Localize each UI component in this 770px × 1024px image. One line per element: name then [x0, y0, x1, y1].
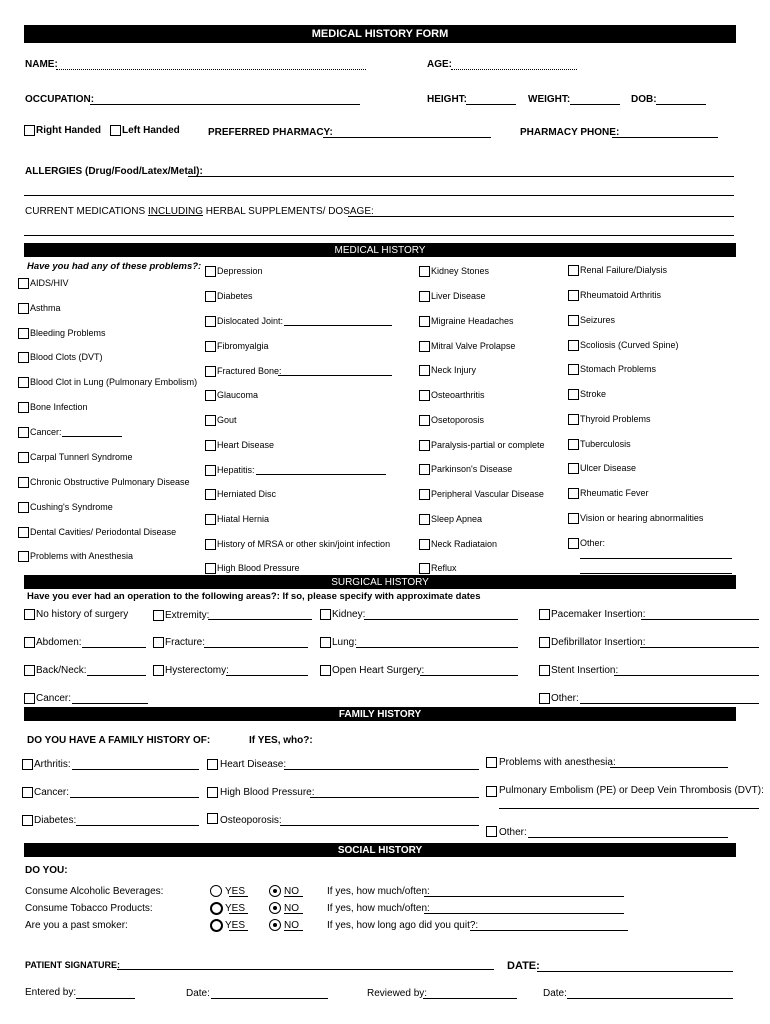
surgical-history-question: Have you ever had an operation to the following areas?: If so, please specify with approximate dates [27, 591, 481, 602]
tobacco-followup-field[interactable] [424, 913, 624, 914]
reviewed-by-field[interactable] [423, 998, 517, 999]
checkbox-dislocated-joint[interactable] [205, 316, 216, 327]
label-neck-injury: Neck Injury [431, 365, 477, 375]
label-fibromyalgia: Fibromyalgia [217, 341, 269, 351]
tobacco-no-label: NO [284, 903, 299, 914]
checkbox-carpal-tunnel[interactable] [18, 452, 29, 463]
name-label: NAME: [25, 59, 58, 70]
tobacco-followup: If yes, how much/often: [327, 903, 430, 914]
allergies-field-2[interactable] [24, 195, 734, 196]
allergies-label: ALLERGIES (Drug/Food/Latex/Metal): [25, 166, 203, 177]
checkbox-mitral-valve[interactable] [419, 341, 430, 352]
occupation-field[interactable] [90, 104, 360, 105]
smoker-no-label: NO [284, 920, 299, 931]
checkbox-fibromyalgia[interactable] [205, 341, 216, 352]
family-arthritis-field[interactable] [72, 769, 199, 770]
checkbox-diabetes[interactable] [205, 291, 216, 302]
label-stomach-problems: Stomach Problems [580, 364, 657, 374]
checkbox-thyroid[interactable] [568, 414, 579, 425]
reviewed-date-field[interactable] [567, 998, 733, 999]
checkbox-paralysis[interactable] [419, 440, 430, 451]
family-history-question: DO YOU HAVE A FAMILY HISTORY OF: [27, 735, 211, 746]
checkbox-rheumatic-fever[interactable] [568, 488, 579, 499]
label-osteoarthritis: Osteoarthritis [431, 390, 485, 400]
label-cancer: Cancer: [30, 427, 62, 437]
label-ulcer: Ulcer Disease [580, 463, 637, 473]
label-hysterectomy: Hysterectomy: [165, 665, 229, 676]
checkbox-kidney[interactable] [320, 609, 331, 620]
other-field-2[interactable] [580, 573, 732, 574]
label-aids-hiv: AIDS/HIV [30, 278, 69, 288]
entered-by-label: Entered by: [25, 987, 77, 998]
extremity-field[interactable] [208, 619, 312, 620]
medical-history-question: Have you had any of these problems?: [27, 261, 202, 272]
patient-signature-label: PATIENT SIGNATURE: [25, 960, 120, 970]
checkbox-pacemaker[interactable] [539, 609, 550, 620]
reviewed-date-label: Date: [543, 988, 567, 999]
alcohol-followup-field[interactable] [424, 896, 624, 897]
checkbox-anesthesia[interactable] [18, 551, 29, 562]
family-diabetes-field[interactable] [76, 825, 199, 826]
label-bleeding: Bleeding Problems [30, 328, 106, 338]
label-pacemaker: Pacemaker Insertion: [551, 609, 646, 620]
height-field[interactable] [466, 104, 516, 105]
checkbox-abdomen[interactable] [24, 637, 35, 648]
left-handed-label: Left Handed [122, 125, 180, 136]
checkbox-osteoporosis[interactable] [419, 415, 430, 426]
label-hepatitis: Hepatitis: [217, 465, 255, 475]
checkbox-depression[interactable] [205, 266, 216, 277]
right-handed-label: Right Handed [36, 125, 101, 136]
label-extremity: Extremity: [165, 610, 210, 621]
checkbox-reflux[interactable] [419, 563, 430, 574]
label-high-blood-pressure: High Blood Pressure [217, 563, 300, 573]
checkbox-osteoarthritis[interactable] [419, 390, 430, 401]
label-surgical-cancer: Cancer: [36, 693, 72, 704]
label-past-smoker: Are you a past smoker: [25, 920, 128, 931]
tobacco-no-line [284, 913, 303, 914]
social-do-you: DO YOU: [25, 865, 68, 876]
checkbox-surgical-cancer[interactable] [24, 693, 35, 704]
checkbox-bone-infection[interactable] [18, 402, 29, 413]
label-tuberculosis: Tuberculosis [580, 439, 631, 449]
radio-smoker-yes[interactable] [210, 919, 223, 932]
checkbox-pvd[interactable] [419, 489, 430, 500]
entered-by-field[interactable] [76, 998, 135, 999]
checkbox-family-cancer[interactable] [22, 787, 33, 798]
label-vision-hearing: Vision or hearing abnormalities [580, 513, 704, 523]
label-rheumatic-fever: Rheumatic Fever [580, 488, 649, 498]
label-mitral-valve: Mitral Valve Prolapse [431, 341, 516, 351]
medical-history-header: MEDICAL HISTORY [24, 243, 736, 257]
medications-field[interactable] [348, 216, 734, 217]
label-family-anesthesia: Problems with anesthesia: [499, 757, 616, 768]
checkbox-family-arthritis[interactable] [22, 759, 33, 770]
label-stent: Stent Insertion: [551, 665, 619, 676]
smoker-followup-field[interactable] [470, 930, 628, 931]
weight-label: WEIGHT: [528, 94, 571, 105]
abdomen-field[interactable] [82, 647, 146, 648]
signature-date-field[interactable] [537, 971, 733, 972]
name-field[interactable] [56, 69, 366, 70]
label-tobacco: Consume Tobacco Products: [25, 903, 153, 914]
pharmacy-field[interactable] [323, 137, 491, 138]
checkbox-cancer[interactable] [18, 427, 29, 438]
checkbox-glaucoma[interactable] [205, 390, 216, 401]
label-renal-failure: Renal Failure/Dialysis [580, 265, 668, 275]
label-parkinsons: Parkinson's Disease [431, 464, 513, 474]
defibrillator-field[interactable] [640, 647, 759, 648]
checkbox-family-hbp[interactable] [207, 787, 218, 798]
checkbox-family-pe-dvt[interactable] [486, 786, 497, 797]
checkbox-bleeding[interactable] [18, 328, 29, 339]
checkbox-tuberculosis[interactable] [568, 439, 579, 450]
label-no-surgery: No history of surgery [36, 609, 129, 620]
left-handed-checkbox[interactable] [110, 125, 121, 136]
alcohol-yes-line [229, 896, 248, 897]
label-family-osteoporosis: Osteoporosis: [220, 815, 282, 826]
checkbox-family-anesthesia[interactable] [486, 757, 497, 768]
dislocated-joint-field[interactable] [284, 325, 392, 326]
checkbox-stroke[interactable] [568, 389, 579, 400]
checkbox-other[interactable] [568, 538, 579, 549]
fractured-bone-field[interactable] [278, 375, 392, 376]
hepatitis-field[interactable] [256, 474, 386, 475]
hysterectomy-field[interactable] [226, 675, 308, 676]
label-gout: Gout [217, 415, 237, 425]
label-lung: Lung: [332, 637, 358, 648]
cancer-field[interactable] [62, 436, 122, 437]
label-asthma: Asthma [30, 303, 61, 313]
right-handed-checkbox[interactable] [24, 125, 35, 136]
checkbox-neck-injury[interactable] [419, 365, 430, 376]
reviewed-by-label: Reviewed by: [367, 988, 428, 999]
alcohol-no-line [284, 896, 303, 897]
open-heart-field[interactable] [420, 675, 518, 676]
label-stroke: Stroke [580, 389, 607, 399]
checkbox-dental[interactable] [18, 527, 29, 538]
checkbox-copd[interactable] [18, 477, 29, 488]
checkbox-seizures[interactable] [568, 315, 579, 326]
label-cushings: Cushing's Syndrome [30, 502, 113, 512]
checkbox-vision-hearing[interactable] [568, 513, 579, 524]
surgical-other-field[interactable] [580, 703, 759, 704]
label-herniated-disc: Herniated Disc [217, 489, 277, 499]
checkbox-renal-failure[interactable] [568, 265, 579, 276]
label-dislocated-joint: Dislocated Joint: [217, 316, 284, 326]
smoker-yes-label: YES [225, 920, 246, 931]
checkbox-back-neck[interactable] [24, 665, 35, 676]
pharmacy-phone-field[interactable] [612, 137, 718, 138]
pacemaker-field[interactable] [641, 619, 759, 620]
checkbox-family-diabetes[interactable] [22, 815, 33, 826]
checkbox-family-heart[interactable] [207, 759, 218, 770]
checkbox-aids-hiv[interactable] [18, 278, 29, 289]
alcohol-followup: If yes, how much/often: [327, 886, 430, 897]
checkbox-herniated-disc[interactable] [205, 489, 216, 500]
checkbox-hepatitis[interactable] [205, 465, 216, 476]
label-family-other: Other: [499, 827, 527, 838]
checkbox-parkinsons[interactable] [419, 464, 430, 475]
radio-tobacco-yes[interactable] [210, 902, 223, 915]
stent-field[interactable] [614, 675, 759, 676]
radio-alcohol-yes[interactable] [210, 885, 222, 897]
checkbox-liver-disease[interactable] [419, 291, 430, 302]
dob-label: DOB: [631, 94, 657, 105]
age-field[interactable] [451, 69, 577, 70]
pharmacy-label: PREFERRED PHARMACY: [208, 127, 333, 138]
medications-field-2[interactable] [24, 235, 734, 236]
checkbox-asthma[interactable] [18, 303, 29, 314]
form-title: MEDICAL HISTORY FORM [24, 25, 736, 43]
checkbox-gout[interactable] [205, 415, 216, 426]
surgical-history-header: SURGICAL HISTORY [24, 575, 736, 589]
label-blood-clots: Blood Clots (DVT) [30, 352, 103, 362]
entered-date-field[interactable] [211, 998, 328, 999]
signature-date-label: DATE: [507, 960, 540, 972]
alcohol-yes-label: YES [225, 886, 246, 897]
label-alcohol: Consume Alcoholic Beverages: [25, 886, 164, 897]
label-paralysis: Paralysis-partial or complete [431, 440, 545, 450]
label-back-neck: Back/Neck: [36, 665, 87, 676]
family-heart-field[interactable] [284, 769, 479, 770]
checkbox-blood-clots[interactable] [18, 352, 29, 363]
label-carpal-tunnel: Carpal Tunnerl Syndrome [30, 452, 133, 462]
label-mrsa: History of MRSA or other skin/joint infection [217, 539, 391, 549]
height-label: HEIGHT: [427, 94, 467, 105]
checkbox-extremity[interactable] [153, 610, 164, 621]
smoker-no-line [284, 930, 303, 931]
fracture-field[interactable] [204, 647, 308, 648]
social-history-header: SOCIAL HISTORY [24, 843, 736, 857]
checkbox-lung[interactable] [320, 637, 331, 648]
medications-label: CURRENT MEDICATIONS INCLUDING HERBAL SUPPLEMENTS/ DOSAGE: [25, 206, 374, 217]
label-liver-disease: Liver Disease [431, 291, 486, 301]
family-hbp-field[interactable] [310, 797, 479, 798]
allergies-field[interactable] [188, 176, 734, 177]
checkbox-migraine[interactable] [419, 316, 430, 327]
checkbox-family-other[interactable] [486, 826, 497, 837]
family-cancer-field[interactable] [70, 797, 199, 798]
label-depression: Depression [217, 266, 263, 276]
label-kidney: Kidney: [332, 609, 366, 620]
label-defibrillator: Defibrillator Insertion: [551, 637, 646, 648]
surgical-cancer-field[interactable] [72, 703, 148, 704]
checkbox-no-surgery[interactable] [24, 609, 35, 620]
label-glaucoma: Glaucoma [217, 390, 259, 400]
label-other: Other: [580, 538, 606, 548]
family-osteoporosis-field[interactable] [280, 825, 479, 826]
patient-signature-field[interactable] [117, 969, 494, 970]
checkbox-neck-radiation[interactable] [419, 539, 430, 550]
label-seizures: Seizures [580, 315, 616, 325]
checkbox-defibrillator[interactable] [539, 637, 550, 648]
checkbox-heart-disease[interactable] [205, 440, 216, 451]
label-family-arthritis: Arthritis: [34, 759, 71, 770]
checkbox-scoliosis[interactable] [568, 340, 579, 351]
label-bone-infection: Bone Infection [30, 402, 88, 412]
label-fracture: Fracture: [165, 637, 206, 648]
label-diabetes: Diabetes [217, 291, 253, 301]
checkbox-pulmonary-embolism[interactable] [18, 377, 29, 388]
label-copd: Chronic Obstructive Pulmonary Disease [30, 477, 190, 487]
label-hiatal-hernia: Hiatal Hernia [217, 514, 270, 524]
tobacco-yes-line [229, 913, 248, 914]
label-scoliosis: Scoliosis (Curved Spine) [580, 340, 679, 350]
checkbox-kidney-stones[interactable] [419, 266, 430, 277]
label-rheumatoid-arthritis: Rheumatoid Arthritis [580, 290, 662, 300]
radio-smoker-no[interactable] [269, 919, 281, 931]
checkbox-stent[interactable] [539, 665, 550, 676]
label-reflux: Reflux [431, 563, 457, 573]
radio-tobacco-no[interactable] [269, 902, 281, 914]
checkbox-cushings[interactable] [18, 502, 29, 513]
entered-date-label: Date: [186, 988, 210, 999]
smoker-followup: If yes, how long ago did you quit?: [327, 920, 479, 931]
checkbox-hiatal-hernia[interactable] [205, 514, 216, 525]
checkbox-fractured-bone[interactable] [205, 366, 216, 377]
radio-alcohol-no[interactable] [269, 885, 281, 897]
family-history-who: If YES, who?: [249, 735, 313, 746]
label-family-pe-dvt: Pulmonary Embolism (PE) or Deep Vein Thrombosis (DVT): [499, 785, 764, 796]
tobacco-yes-label: YES [225, 903, 246, 914]
label-neck-radiation: Neck Radiataion [431, 539, 498, 549]
alcohol-no-label: NO [284, 886, 299, 897]
checkbox-fracture[interactable] [153, 637, 164, 648]
smoker-yes-line [229, 930, 248, 931]
label-osteoporosis: Osetoporosis [431, 415, 485, 425]
label-family-diabetes: Diabetes: [34, 815, 77, 826]
age-label: AGE: [427, 59, 452, 70]
occupation-label: OCCUPATION: [25, 94, 95, 105]
kidney-field[interactable] [364, 619, 518, 620]
label-heart-disease: Heart Disease [217, 440, 275, 450]
checkbox-ulcer[interactable] [568, 463, 579, 474]
label-family-hbp: High Blood Pressure: [220, 787, 315, 798]
checkbox-surgical-other[interactable] [539, 693, 550, 704]
label-anesthesia: Problems with Anesthesia [30, 551, 134, 561]
other-field-1[interactable] [580, 558, 732, 559]
label-abdomen: Abdomen: [36, 637, 82, 648]
checkbox-stomach-problems[interactable] [568, 364, 579, 375]
label-pvd: Peripheral Vascular Disease [431, 489, 544, 499]
checkbox-high-blood-pressure[interactable] [205, 563, 216, 574]
checkbox-open-heart[interactable] [320, 665, 331, 676]
back-neck-field[interactable] [87, 675, 146, 676]
family-pe-dvt-field[interactable] [499, 808, 759, 809]
label-fractured-bone: Fractured Bone: [217, 366, 282, 376]
dob-field[interactable] [656, 104, 706, 105]
label-open-heart: Open Heart Surgery: [332, 665, 425, 676]
pharmacy-phone-label: PHARMACY PHONE: [520, 127, 620, 138]
label-family-cancer: Cancer: [34, 787, 70, 798]
label-thyroid: Thyroid Problems [580, 414, 651, 424]
label-dental: Dental Cavities/ Periodontal Disease [30, 527, 177, 537]
label-pulmonary-embolism: Blood Clot in Lung (Pulmonary Embolism) [30, 377, 198, 387]
label-sleep-apnea: Sleep Apnea [431, 514, 483, 524]
label-family-heart: Heart Disease: [220, 759, 287, 770]
label-kidney-stones: Kidney Stones [431, 266, 490, 276]
weight-field[interactable] [570, 104, 620, 105]
label-migraine: Migraine Headaches [431, 316, 514, 326]
lung-field[interactable] [356, 647, 518, 648]
family-history-header: FAMILY HISTORY [24, 707, 736, 721]
family-other-field[interactable] [528, 837, 728, 838]
checkbox-rheumatoid-arthritis[interactable] [568, 290, 579, 301]
checkbox-family-osteoporosis[interactable] [207, 813, 218, 824]
checkbox-hysterectomy[interactable] [153, 665, 164, 676]
checkbox-sleep-apnea[interactable] [419, 514, 430, 525]
label-surgical-other: Other: [551, 693, 579, 704]
family-anesthesia-field[interactable] [610, 767, 728, 768]
checkbox-mrsa[interactable] [205, 539, 216, 550]
